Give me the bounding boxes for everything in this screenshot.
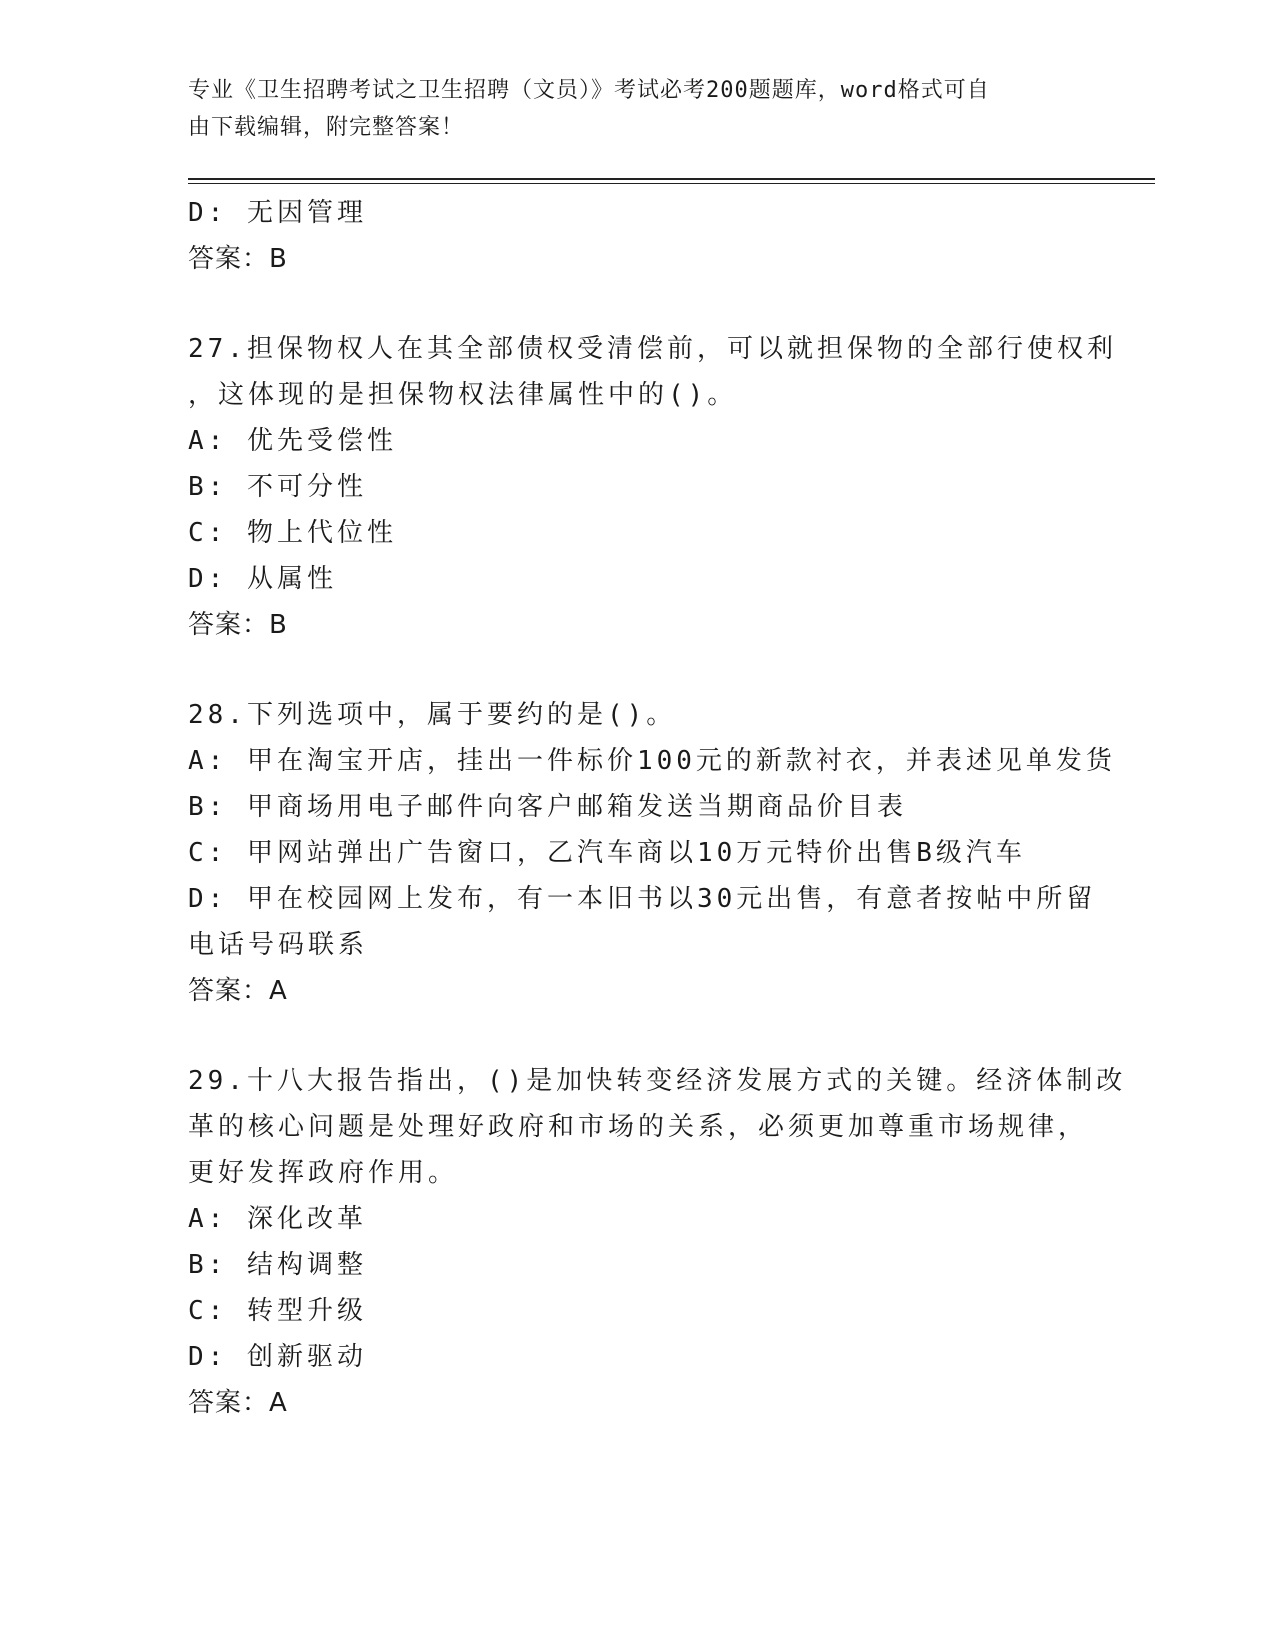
answer-label: 答案：B: [188, 244, 288, 274]
answer-label: 答案：B: [188, 610, 288, 640]
document-header: [188, 72, 1088, 146]
option-b: B: 甲商场用电子邮件向客户邮箱发送当期商品价目表: [188, 792, 907, 822]
option-c: C: 甲网站弹出广告窗口，乙汽车商以10万元特价出售B级汽车: [188, 838, 1026, 868]
question-26-tail: [188, 190, 1088, 282]
option-d: D: 创新驱动: [188, 1342, 367, 1372]
question-stem: 28.下列选项中，属于要约的是()。: [188, 700, 677, 730]
header-line-2: 由下载编辑，附完整答案！: [188, 115, 465, 140]
question-stem: 27.担保物权人在其全部债权受清偿前，可以就担保物的全部行使权利: [188, 334, 1117, 364]
question-stem-continued: ，这体现的是担保物权法律属性中的()。: [188, 380, 738, 410]
question-list: [188, 190, 1127, 1426]
answer-label: 答案：A: [188, 1388, 288, 1418]
question-stem-continued: 革的核心问题是处理好政府和市场的关系，必须更加尊重市场规律，: [188, 1112, 1089, 1142]
option-b: B: 不可分性: [188, 472, 367, 502]
option-d: D: 从属性: [188, 564, 337, 594]
question-28: [188, 692, 1116, 1014]
option-b: B: 结构调整: [188, 1250, 367, 1280]
question-stem: 29.十八大报告指出，()是加快转变经济发展方式的关键。经济体制改: [188, 1066, 1127, 1096]
answer-label: 答案：A: [188, 976, 288, 1006]
header-divider-thin: [188, 183, 1155, 184]
option-d-continued: 电话号码联系: [188, 930, 369, 960]
question-stem-continued: 更好发挥政府作用。: [188, 1158, 459, 1188]
question-29: [188, 1058, 1127, 1426]
option-d: D: 无因管理: [188, 198, 367, 228]
option-a: A: 优先受偿性: [188, 426, 397, 456]
header-divider-thick: [188, 178, 1155, 180]
header-line-1: 专业《卫生招聘考试之卫生招聘（文员）》考试必考200题题库，word格式可自: [188, 78, 990, 103]
option-a: A: 甲在淘宝开店，挂出一件标价100元的新款衬衣，并表述见单发货: [188, 746, 1116, 776]
option-c: C: 物上代位性: [188, 518, 397, 548]
option-d: D: 甲在校园网上发布，有一本旧书以30元出售，有意者按帖中所留: [188, 884, 1097, 914]
option-c: C: 转型升级: [188, 1296, 367, 1326]
option-a: A: 深化改革: [188, 1204, 367, 1234]
question-27: [188, 326, 1117, 648]
